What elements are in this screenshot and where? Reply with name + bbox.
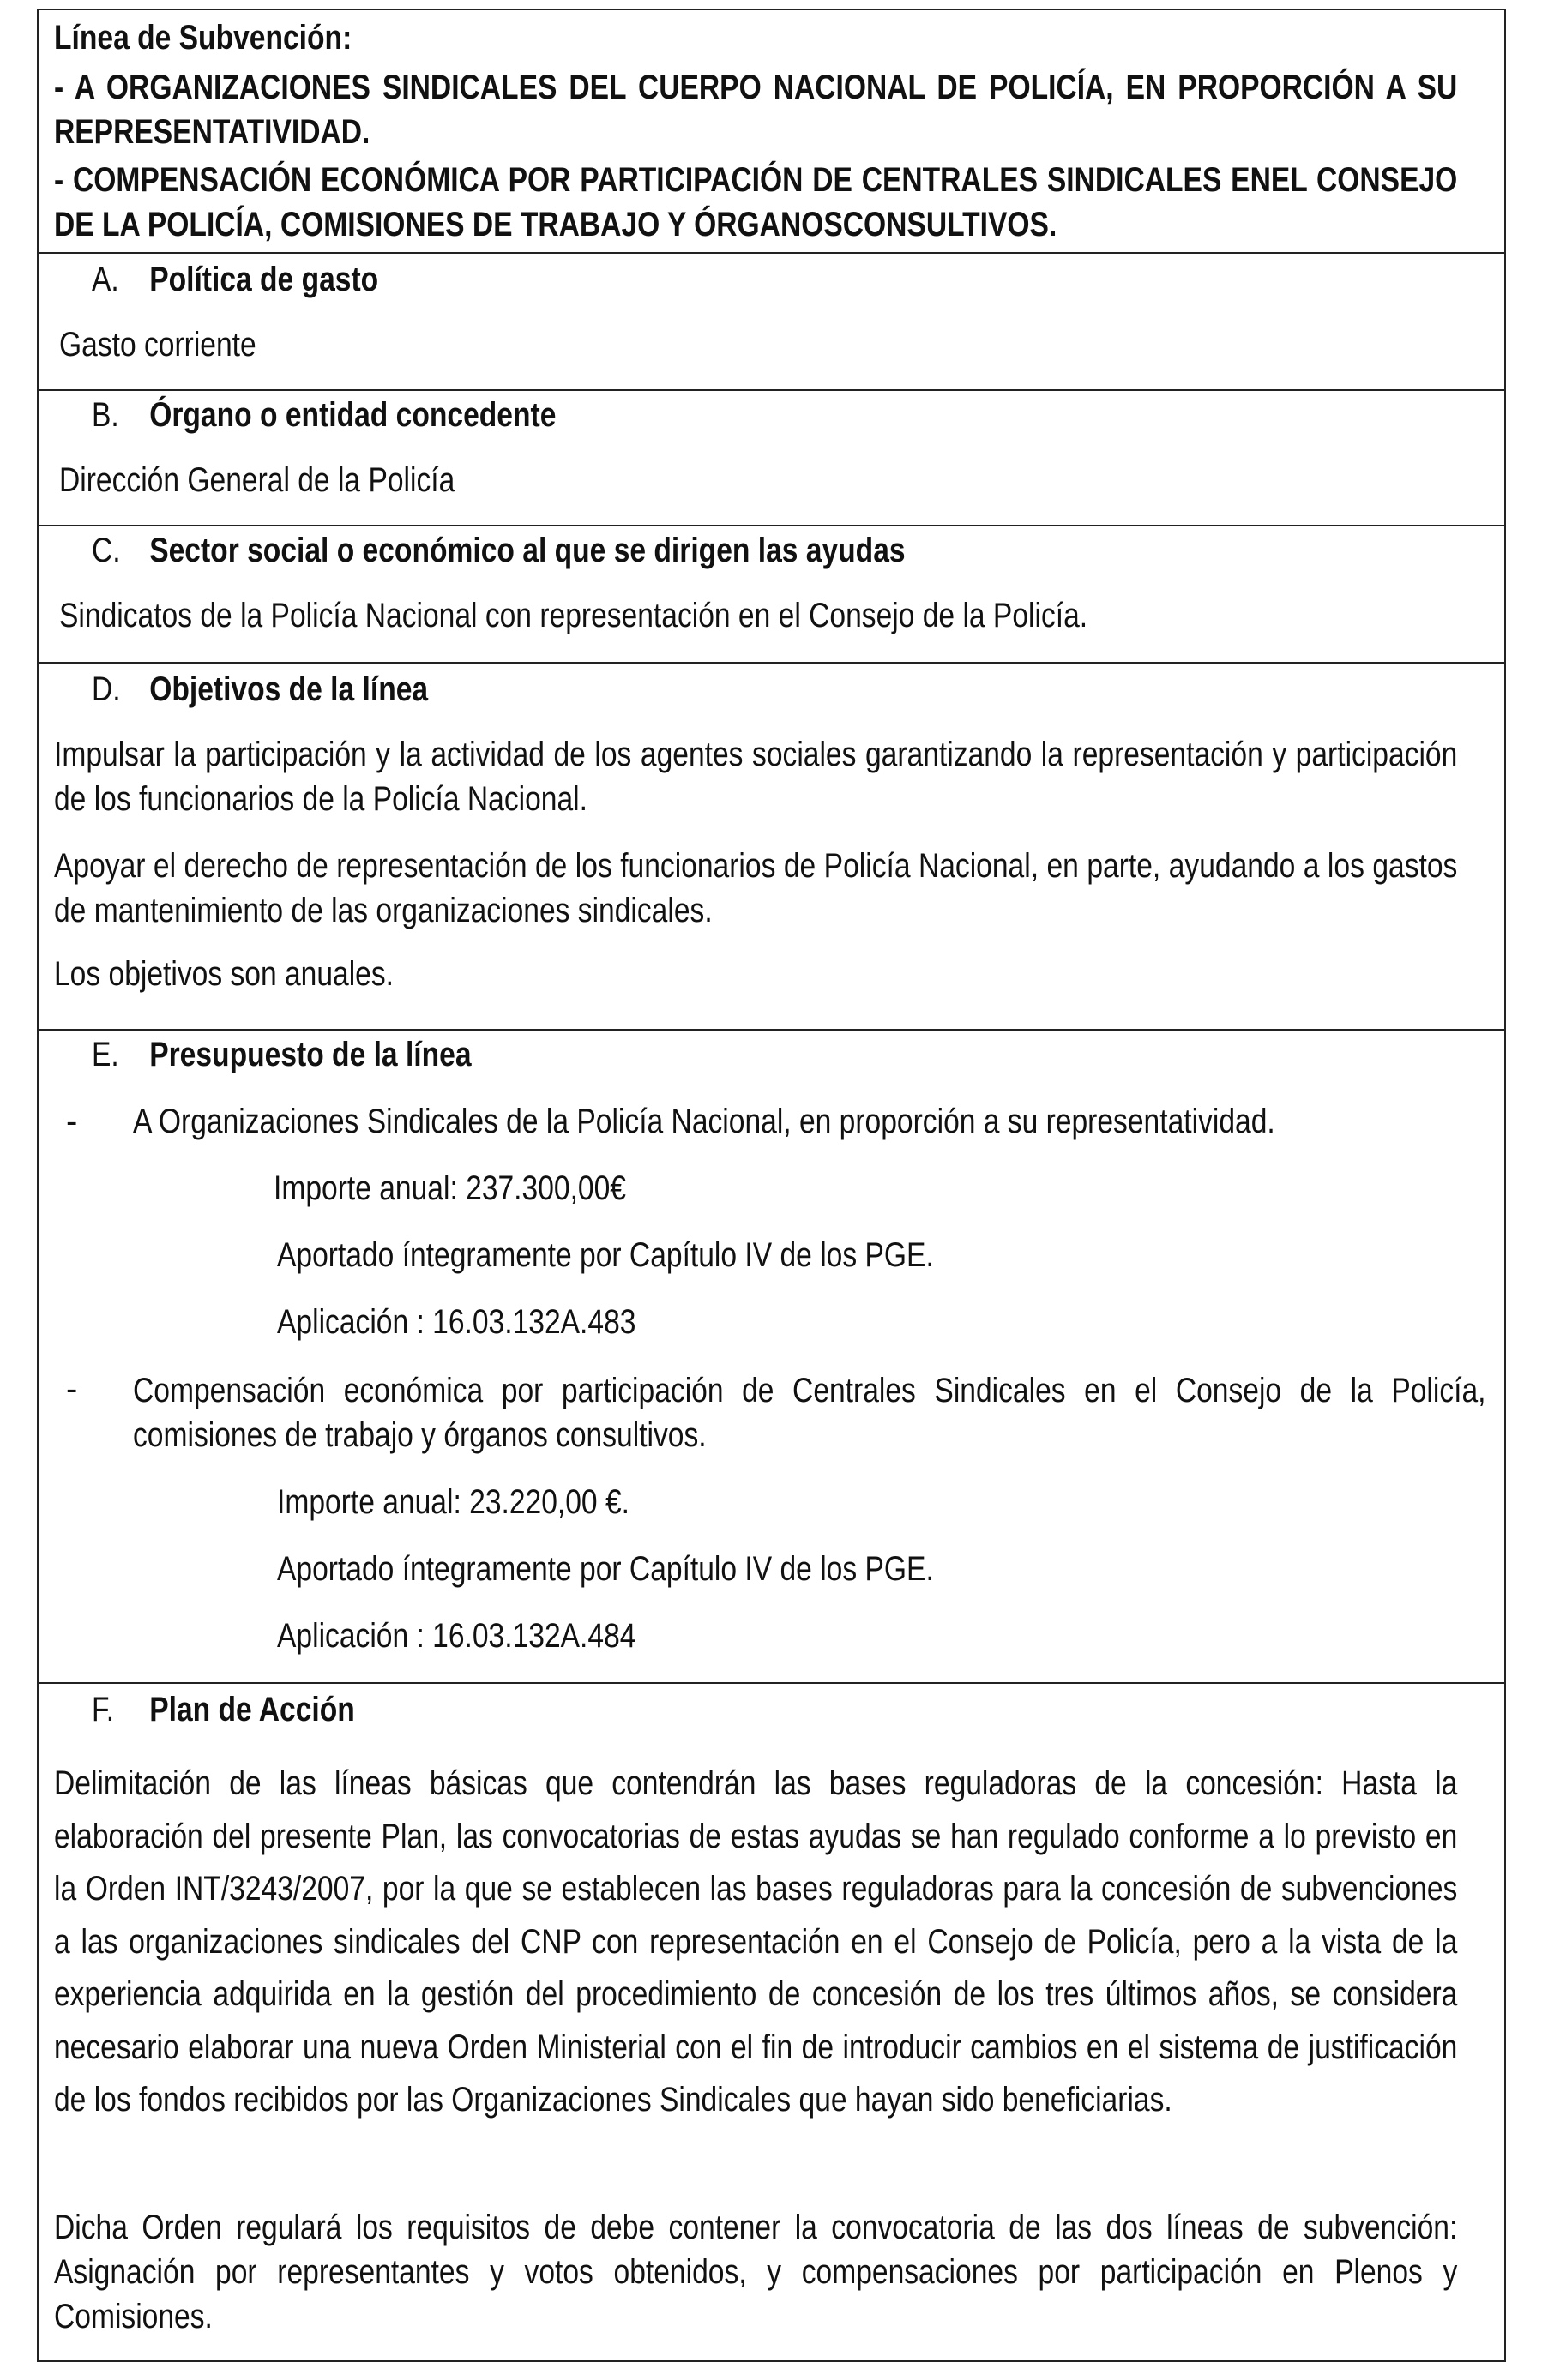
budget-item-1-importe: Importe anual: 237.300,00€: [274, 1169, 626, 1207]
section-e-presupuesto: [39, 1029, 1504, 1684]
section-f-paragraph-1: Delimitación de las líneas básicas que contendrán las bases reguladoras de la concesión: Hasta la elaboración del presente Plan, las convocatorias de estas ayudas se han regulado conforme a lo previsto en la Orden INT/3243/2007, por la que se establecen las bases reguladoras para la concesión de subvenciones a las organizaciones sindicales del CNP con representación en el Consejo de Policía, pero a la vista de la experiencia adquirida en la gestión del procedimiento de concesión de los tres últimos años, se considera necesario elaborar una nueva Orden Ministerial con el fin de introducir cambios en el sistema de justificación de los fondos recibidos por las Organizaciones Sindicales que hayan sido beneficiarias.: [54, 1764, 1458, 2119]
section-e-letter: E.: [92, 1036, 119, 1073]
section-d-paragraph-2: Apoyar el derecho de representación de los funcionarios de Policía Nacional, en parte, ayudando a los gastos de mantenimiento de las organizaciones sindicales.: [54, 847, 1458, 929]
section-d-objetivos: [39, 662, 1504, 1031]
section-b-heading: [92, 394, 556, 436]
section-c-letter: C.: [92, 532, 121, 569]
section-f-title: Plan de Acción: [149, 1691, 355, 1728]
document-table: [37, 9, 1506, 2362]
section-b-organo: [39, 389, 1504, 526]
budget-item-1-aplicacion: Aplicación : 16.03.132A.483: [277, 1303, 636, 1341]
budget-item-2-aportado: Aportado íntegramente por Capítulo IV de los PGE.: [277, 1550, 934, 1588]
section-d-title: Objetivos de la línea: [149, 670, 429, 708]
section-f-heading: [92, 1689, 355, 1730]
section-b-body: Dirección General de la Policía: [59, 461, 455, 499]
section-c-title: Sector social o económico al que se dirigen las ayudas: [149, 532, 906, 569]
budget-item-2-aplicacion: Aplicación : 16.03.132A.484: [277, 1617, 636, 1655]
budget-item-2-importe: Importe anual: 23.220,00 €.: [277, 1483, 629, 1521]
budget-item-1-dash: -: [66, 1103, 78, 1140]
section-a-politica-gasto: [39, 252, 1504, 391]
section-f-letter: F.: [92, 1691, 115, 1728]
section-linea-subvencion: [39, 10, 1504, 254]
budget-item-1-text: A Organizaciones Sindicales de la Policía Nacional, en proporción a su representatividad.: [133, 1103, 1275, 1140]
section-b-letter: B.: [92, 396, 119, 434]
section-c-heading: [92, 530, 906, 571]
section-c-body: Sindicatos de la Policía Nacional con representación en el Consejo de la Policía.: [59, 597, 1088, 634]
section-c-sector: [39, 525, 1504, 664]
section-a-letter: A.: [92, 261, 119, 298]
section-d-heading: [92, 669, 428, 710]
section-a-title: Política de gasto: [149, 261, 379, 298]
section-e-heading: [92, 1034, 472, 1075]
linea-item-1: - A ORGANIZACIONES SINDICALES DEL CUERPO NACIONAL DE POLICÍA, EN PROPORCIÓN A SU REPRESENTATIVIDAD.: [54, 69, 1458, 151]
section-d-letter: D.: [92, 670, 121, 708]
section-d-paragraph-1: Impulsar la participación y la actividad de los agentes sociales garantizando la representación y participación de los funcionarios de la Policía Nacional.: [54, 736, 1458, 818]
section-a-body: Gasto corriente: [59, 326, 256, 364]
linea-title: Línea de Subvención:: [54, 19, 352, 57]
section-f-paragraph-2: Dicha Orden regulará los requisitos de debe contener la convocatoria de las dos líneas de subvención: Asignación por representantes y votos obtenidos, y compensaciones por participación en Plenos y Comisiones.: [54, 2209, 1458, 2335]
section-d-paragraph-3: Los objetivos son anuales.: [54, 955, 395, 993]
section-a-heading: [92, 259, 378, 300]
section-b-title: Órgano o entidad concedente: [149, 396, 557, 434]
section-f-plan-accion: [39, 1682, 1504, 2360]
linea-item-2: - COMPENSACIÓN ECONÓMICA POR PARTICIPACIÓN DE CENTRALES SINDICALES ENEL CONSEJO DE LA POLICÍA, COMISIONES DE TRABAJO Y ÓRGANOSCONSULTIVOS.: [54, 161, 1458, 243]
section-e-title: Presupuesto de la línea: [149, 1036, 472, 1073]
budget-item-2-text: Compensación económica por participación de Centrales Sindicales en el Consejo de la Policía, comisiones de trabajo y órganos consultivos.: [133, 1372, 1486, 1454]
budget-item-2-dash: -: [66, 1370, 78, 1408]
budget-item-1-aportado: Aportado íntegramente por Capítulo IV de los PGE.: [277, 1236, 934, 1274]
